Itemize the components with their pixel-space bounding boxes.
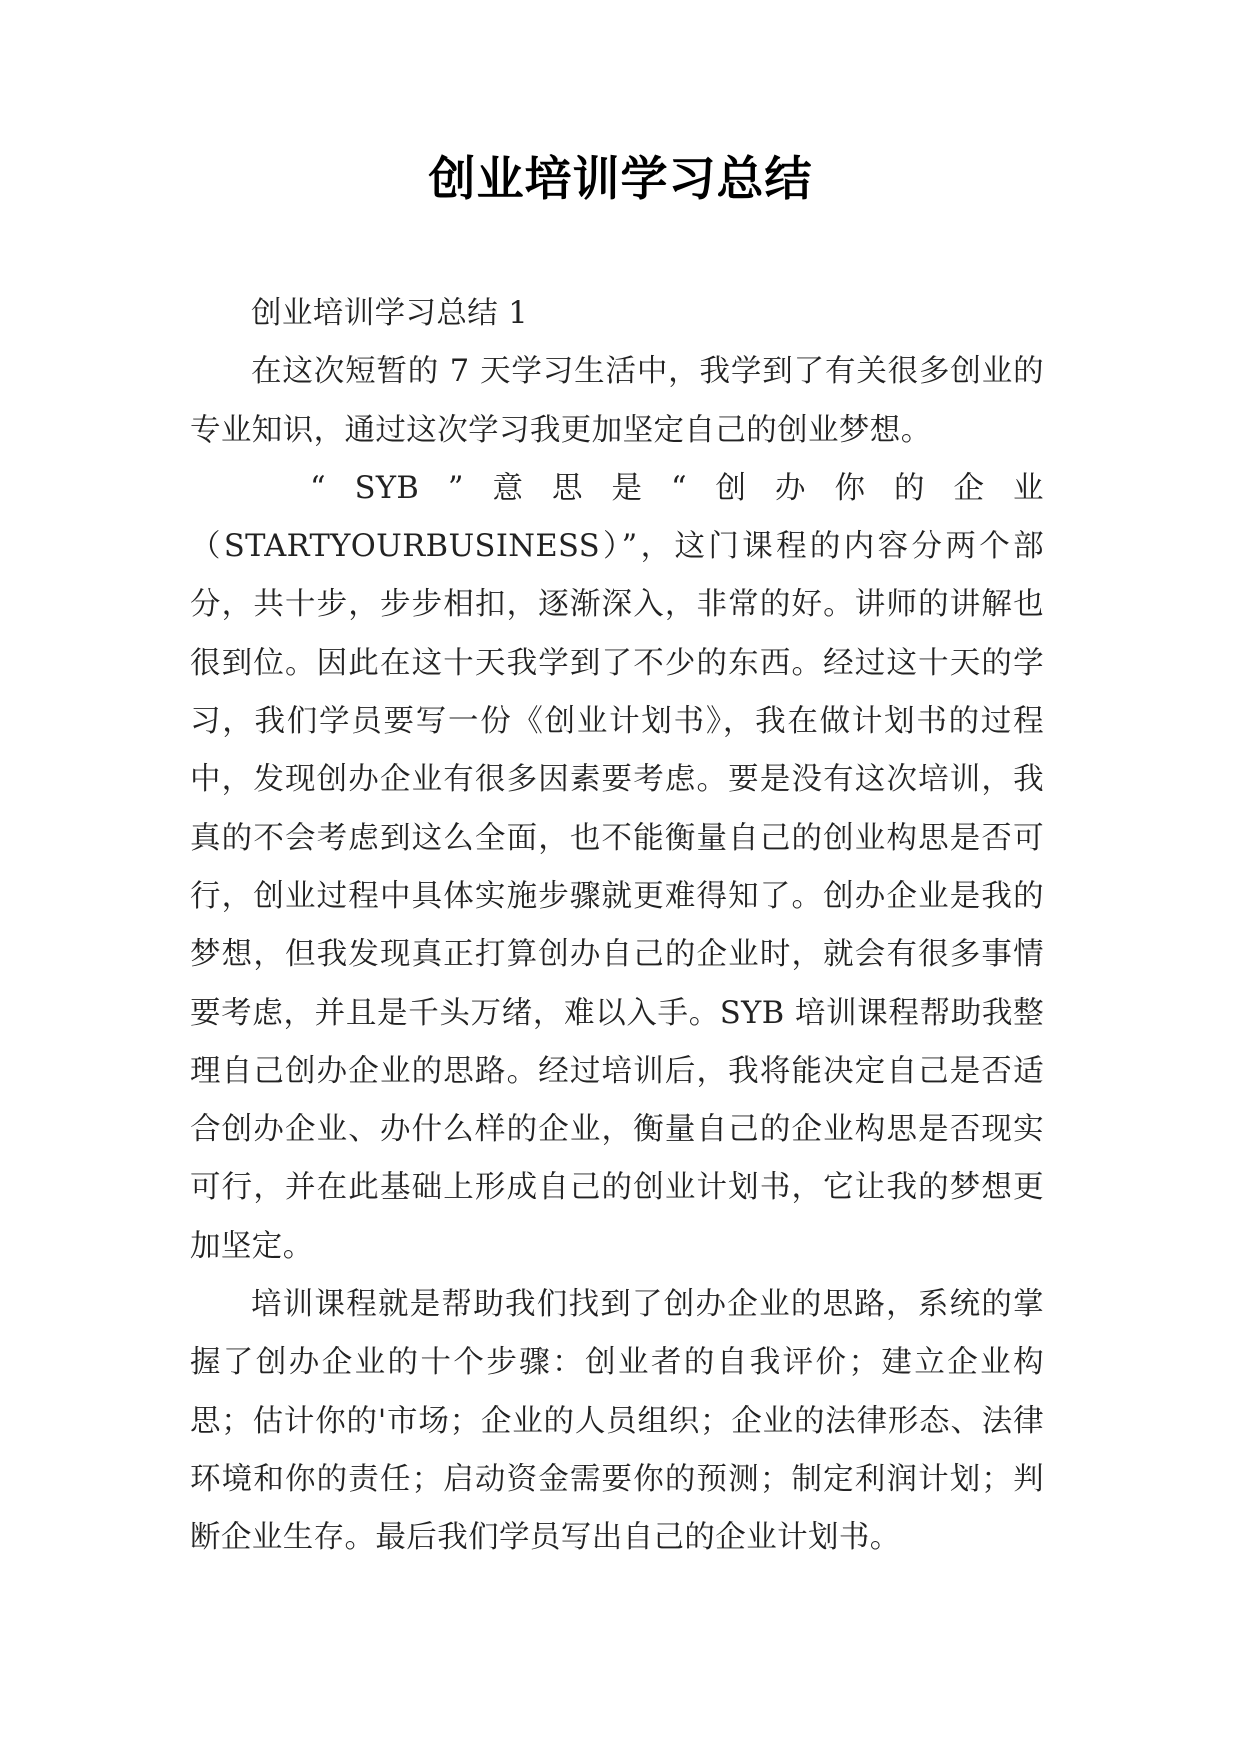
spread-char: 企: [953, 470, 985, 506]
spread-char: 是: [611, 470, 643, 506]
document-body: [190, 285, 1044, 1568]
spread-char: SYB: [354, 470, 420, 506]
spread-char: 业: [1013, 470, 1044, 506]
spread-char: 你: [834, 470, 866, 506]
spread-char: 意: [492, 470, 524, 506]
paragraph-3: 培训课程就是帮助我们找到了创办企业的思路，系统的掌握了创办企业的十个步骤：创业者的自我评价；建立企业构思；估计你的'市场；企业的人员组织；企业的法律形态、法律环境和你的责任；启动资金需要你的预测；制定利润计划；判断企业生存。最后我们学员写出自己的企业计划书。: [190, 1287, 1044, 1556]
paragraph-2-spread-text: [190, 460, 1044, 518]
spread-char: ”: [447, 470, 464, 506]
spread-char: 的: [894, 470, 925, 506]
paragraph-2-first-line: [190, 460, 1044, 518]
spread-char: 办: [775, 470, 806, 506]
spread-char: 思: [551, 470, 583, 506]
document-title: 创业培训学习总结: [428, 152, 813, 207]
paragraph-1: 在这次短暂的 7 天学习生活中，我学到了有关很多创业的专业知识，通过这次学习我更加坚定自己的创业梦想。: [190, 354, 1044, 448]
paragraph-2: （STARTYOURBUSINESS）”，这门课程的内容分两个部分，共十步，步步相扣，逐渐深入，非常的好。讲师的讲解也很到位。因此在这十天我学到了不少的东西。经过这十天的学习，我们学员要写一份《创业计划书》，我在做计划书的过程中，发现创办企业有很多因素要考虑。要是没有这次培训，我真的不会考虑到这么全面，也不能衡量自己的创业构思是否可行，创业过程中具体实施步骤就更难得知了。创办企业是我的梦想，但我发现真正打算创办自己的企业时，就会有很多事情要考虑，并且是千头万绪，难以入手。SYB 培训课程帮助我整理自己创办企业的思路。经过培训后，我将能决定自己是否适合创办企业、办什么样的企业，衡量自己的企业构思是否现实可行，并在此基础上形成自己的创业计划书，它让我的梦想更加坚定。: [190, 529, 1044, 1264]
section-heading: 创业培训学习总结 1: [251, 296, 529, 331]
spread-char: “: [670, 470, 687, 506]
spread-char: “: [310, 470, 326, 506]
spread-char: 创: [715, 470, 747, 506]
